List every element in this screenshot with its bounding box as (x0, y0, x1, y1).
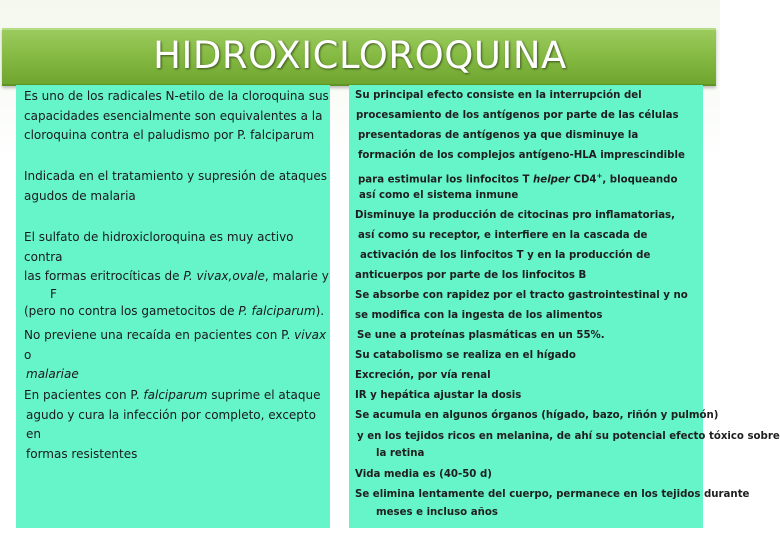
species-name: vivax (294, 328, 327, 342)
text-line (24, 326, 330, 365)
right-line: Se acumula en algunos órganos (hígado, bazo, riñón y pulmón) (355, 410, 719, 421)
right-line: Su catabolismo se realiza en el hígado (355, 350, 576, 361)
text-line (24, 267, 330, 287)
right-line: procesamiento de los antígenos por parte de las células (356, 110, 679, 121)
text-line: F (50, 286, 57, 301)
right-line: así como su receptor, e interfiere en la cascada de (358, 230, 648, 241)
text-span: suprime el ataque (207, 388, 321, 402)
right-line: activación de los linfocitos T y en la producción de (360, 250, 651, 261)
text-line: Es uno de los radicales N-etilo de la cloroquina sus (24, 89, 329, 103)
text-line (24, 302, 330, 322)
right-line: Su principal efecto consiste en la interrupción del (355, 90, 642, 101)
text-span: o (24, 347, 32, 362)
text-line: cloroquina contra el paludismo por P. falciparum (24, 128, 315, 142)
text-span: para estimular los linfocitos T (358, 174, 534, 186)
right-line: la retina (376, 448, 425, 459)
text-line: Indicada en el tratamiento y supresión de ataques (24, 169, 327, 183)
text-span: , bloqueando (602, 174, 678, 186)
text-line (24, 365, 330, 385)
right-line: Se absorbe con rapidez por el tracto gastrointestinal y no (355, 290, 688, 301)
right-line: presentadoras de antígenos ya que disminuye la (358, 130, 639, 141)
species-name: P. falciparum (238, 303, 316, 318)
species-name: malariae (26, 367, 79, 381)
left-paragraph-3 (24, 228, 330, 321)
left-paragraph-2 (24, 167, 330, 206)
text-line (24, 386, 330, 406)
text-span: , malarie y (264, 269, 329, 283)
helper-term: helper (533, 174, 570, 186)
text-line: agudos de malaria (24, 188, 136, 203)
right-line: así como el sistema inmune (359, 190, 519, 201)
right-line: Vida media es (40-50 d) (355, 469, 492, 480)
left-paragraph-5 (24, 386, 330, 464)
text-line: formas resistentes (26, 446, 138, 461)
right-line: anticuerpos por parte de los linfocitos B (355, 270, 587, 281)
left-paragraph-4 (24, 326, 330, 385)
text-line: capacidades esencialmente son equivalentes a la (24, 108, 323, 123)
text-line: El sulfato de hidroxicloroquina es muy activo contra (24, 230, 294, 264)
right-line: meses e incluso años (376, 507, 498, 518)
right-line: Disminuye la producción de citocinas pro inflamatorias, (355, 210, 675, 221)
right-line: IR y hepática ajustar la dosis (355, 390, 522, 401)
cd4-term: CD4 (573, 174, 597, 186)
slide-title: HIDROXICLOROQUINA (153, 34, 567, 77)
cd4-superscript: + (596, 172, 603, 180)
right-line: Excreción, por vía renal (355, 370, 491, 381)
text-line: agudo y cura la infección por completo, excepto en (26, 407, 316, 441)
right-line: formación de los complejos antígeno-HLA imprescindible (358, 150, 685, 161)
species-name: P. vivax,ovale (183, 269, 265, 283)
right-line (358, 169, 677, 187)
text-span: En pacientes con P. (24, 388, 144, 402)
left-paragraph-1 (24, 87, 330, 146)
text-span: las formas eritrocíticas de (24, 269, 184, 283)
right-line: Se elimina lentamente del cuerpo, permanece en los tejidos durante (355, 489, 750, 500)
right-line: Se une a proteínas plasmáticas en un 55%. (357, 330, 605, 341)
text-span: No previene una recaída en pacientes con P. (24, 328, 295, 342)
text-span: ). (315, 303, 325, 318)
species-name: falciparum (143, 388, 208, 402)
text-span: (pero no contra los gametocitos de (24, 303, 239, 318)
right-line: se modifica con la ingesta de los alimentos (355, 310, 603, 321)
right-line: y en los tejidos ricos en melanina, de ahí su potencial efecto tóxico sobre (357, 431, 780, 442)
